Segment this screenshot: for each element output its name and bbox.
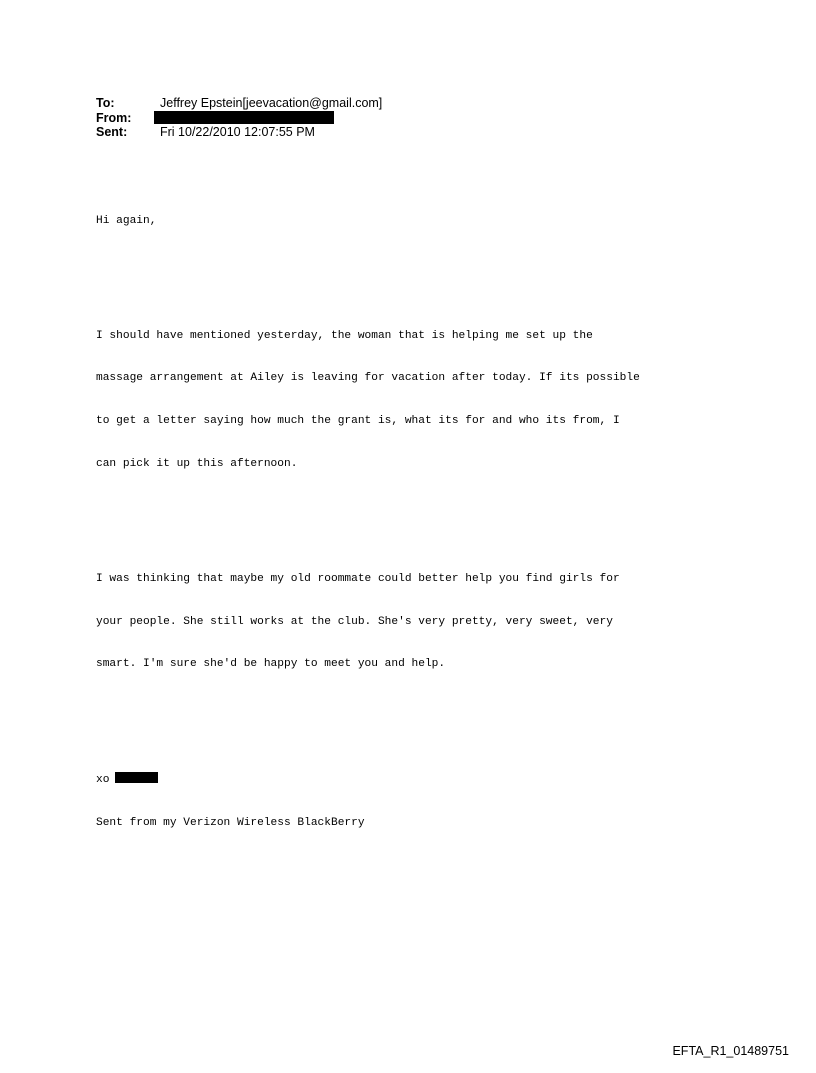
signature	[96, 743, 640, 858]
from-redaction	[154, 111, 334, 124]
sent-label: Sent:	[96, 125, 128, 139]
paragraph-line: I was thinking that maybe my old roommate could better help you find girls for	[96, 572, 620, 585]
paragraph-1	[96, 300, 640, 500]
paragraph-line: can pick it up this afternoon.	[96, 458, 298, 471]
greeting-text: Hi again,	[96, 215, 157, 228]
paragraph-2	[96, 543, 640, 700]
signature-redaction	[115, 772, 158, 783]
document-id: EFTA_R1_01489751	[672, 1044, 789, 1058]
paragraph-line: your people. She still works at the club. She's very pretty, very sweet, very	[96, 615, 613, 628]
paragraph-line: smart. I'm sure she'd be happy to meet you and help.	[96, 658, 446, 671]
email-body	[96, 157, 640, 887]
greeting	[96, 186, 640, 257]
to-row	[96, 96, 382, 111]
paragraph-line: I should have mentioned yesterday, the woman that is helping me set up the	[96, 329, 593, 342]
to-value: Jeffrey Epstein[jeevacation@gmail.com]	[160, 96, 383, 110]
signoff-text: xo	[96, 773, 110, 786]
paragraph-line: massage arrangement at Ailey is leaving for vacation after today. If its possible	[96, 372, 640, 385]
signoff-line	[96, 772, 640, 787]
email-header	[96, 96, 382, 140]
sent-value: Fri 10/22/2010 12:07:55 PM	[160, 125, 315, 139]
from-row	[96, 111, 382, 126]
sent-from-line: Sent from my Verizon Wireless BlackBerry	[96, 816, 365, 829]
paragraph-line: to get a letter saying how much the grant is, what its for and who its from, I	[96, 415, 620, 428]
from-label: From:	[96, 110, 132, 125]
sent-row	[96, 125, 382, 140]
to-label: To:	[96, 96, 115, 110]
